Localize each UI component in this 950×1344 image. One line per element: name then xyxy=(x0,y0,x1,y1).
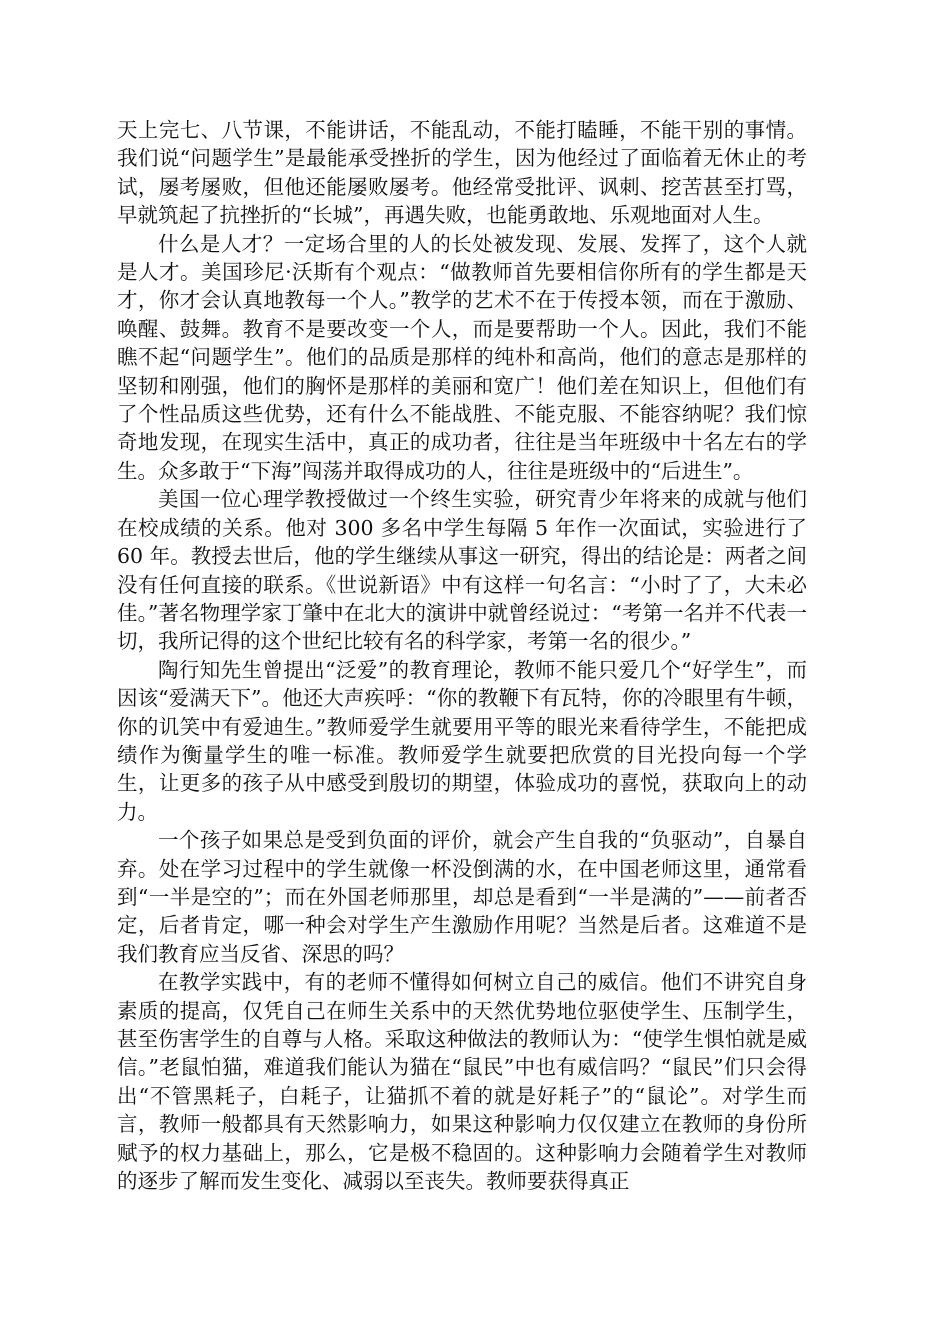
paragraph-4: 陶行知先生曾提出“泛爱”的教育理论，教师不能只爱几个“好学生”，而因该“爱满天下”。他还大声疾呼：“你的教鞭下有瓦特，你的冷眼里有牛顿，你的讥笑中有爱迪生。”教师爱学生就要用平等的眼光来看待学生，不能把成绩作为衡量学生的唯一标准。教师爱学生就要把欣赏的目光投向每一个学生，让更多的孩子从中感受到殷切的期望，体验成功的喜悦，获取向上的动力。 xyxy=(117,657,807,824)
paragraph-2: 什么是人才？一定场合里的人的长处被发现、发展、发挥了，这个人就是人才。美国珍尼·沃斯有个观点：“做教师首先要相信你所有的学生都是天才，你才会认真地教每一个人。”教学的艺术不在于传授本领，而在于激励、唤醒、鼓舞。教育不是要改变一个人，而是要帮助一个人。因此，我们不能瞧不起“问题学生”。他们的品质是那样的纯朴和高尚，他们的意志是那样的坚韧和刚强，他们的胸怀是那样的美丽和宽广！他们差在知识上，但他们有了个性品质这些优势，还有什么不能战胜、不能克服、不能容纳呢？我们惊奇地发现，在现实生活中，真正的成功者，往往是当年班级中十名左右的学生。众多敢于“下海”闯荡并取得成功的人，往往是班级中的“后进生”。 xyxy=(117,231,807,483)
document-page xyxy=(117,116,807,1195)
paragraph-6: 在教学实践中，有的老师不懂得如何树立自己的威信。他们不讲究自身素质的提高，仅凭自己在师生关系中的天然优势地位驱使学生、压制学生，甚至伤害学生的自尊与人格。采取这种做法的教师认为：“使学生惧怕就是威信。”老鼠怕猫，难道我们能认为猫在“鼠民”中也有威信吗？“鼠民”们只会得出“不管黑耗子，白耗子，让猫抓不着的就是好耗子”的“鼠论”。对学生而言，教师一般都具有天然影响力，如果这种影响力仅仅建立在教师的身份所赋予的权力基础上，那么，它是极不稳固的。这种影响力会随着学生对教师的逐步了解而发生变化、减弱以至丧失。教师要获得真正 xyxy=(117,970,807,1194)
paragraph-1: 天上完七、八节课，不能讲话，不能乱动，不能打瞌睡，不能干别的事情。我们说“问题学生”是最能承受挫折的学生，因为他经过了面临着无休止的考试，屡考屡败，但他还能屡败屡考。他经常受批评、讽刺、挖苦甚至打骂，早就筑起了抗挫折的“长城”，再遇失败，也能勇敢地、乐观地面对人生。 xyxy=(117,118,807,228)
paragraph-3: 美国一位心理学教授做过一个终生实验，研究青少年将来的成就与他们在校成绩的关系。他对 300 多名中学生每隔 5 年作一次面试，实验进行了 60 年。教授去世后，他的学生继续从事这一研究，得出的结论是：两者之间没有任何直接的联系。《世说新语》中有这样一句名言：“小时了了，大未必佳。”著名物理学家丁肇中在北大的演讲中就曾经说过：“考第一名并不代表一切，我所记得的这个世纪比较有名的科学家，考第一名的很少。” xyxy=(117,487,807,654)
paragraph-5: 一个孩子如果总是受到负面的评价，就会产生自我的“负驱动”，自暴自弃。处在学习过程中的学生就像一杯没倒满的水，在中国老师这里，通常看到“一半是空的”；而在外国老师那里，却总是看到“一半是满的”——前者否定，后者肯定，哪一种会对学生产生激励作用呢？当然是后者。这难道不是我们教育应当反省、深思的吗？ xyxy=(117,828,807,966)
